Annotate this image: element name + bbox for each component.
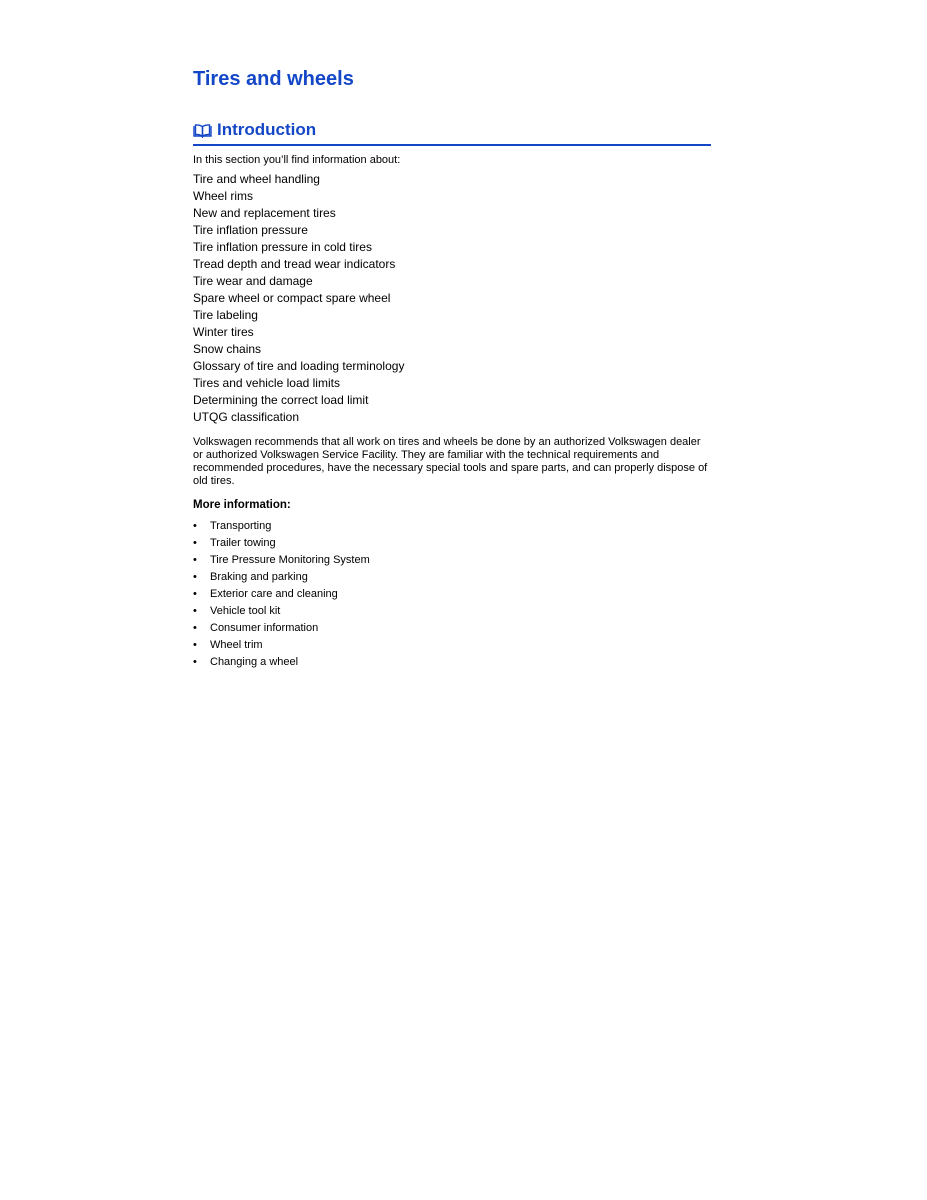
topic-item: Tires and vehicle load limits [193, 376, 340, 390]
bullet-icon: • [193, 520, 197, 532]
topic-item: Glossary of tire and loading terminology [193, 359, 405, 373]
page-title: Tires and wheels [193, 68, 354, 90]
more-info-item [193, 586, 370, 603]
topic-item: Tread depth and tread wear indicators [193, 257, 396, 271]
bullet-icon: • [193, 571, 197, 583]
book-icon [193, 124, 212, 138]
more-info-link[interactable]: Consumer information [210, 622, 319, 634]
more-info-item [193, 637, 370, 654]
more-info-item [193, 569, 370, 586]
bullet-icon: • [193, 537, 197, 549]
bullet-icon: • [193, 605, 197, 617]
bullet-icon: • [193, 554, 197, 566]
more-info-link[interactable]: Wheel trim [210, 639, 263, 651]
more-info-link[interactable]: Changing a wheel [210, 656, 299, 668]
topic-item: Snow chains [193, 342, 262, 356]
more-info-item [193, 654, 370, 671]
topic-item: Winter tires [193, 325, 254, 339]
more-info-link[interactable]: Tire Pressure Monitoring System [210, 554, 370, 566]
more-info-link[interactable]: Exterior care and cleaning [210, 588, 338, 600]
bullet-icon: • [193, 588, 197, 600]
topic-item: Tire inflation pressure in cold tires [193, 240, 372, 254]
more-info-item [193, 552, 370, 569]
more-info-heading: More information: [193, 499, 291, 511]
more-info-link[interactable]: Trailer towing [210, 537, 276, 549]
bullet-icon: • [193, 656, 197, 668]
more-info-list [193, 518, 370, 671]
topic-list [193, 171, 404, 426]
topic-item: Tire inflation pressure [193, 223, 308, 237]
more-info-item [193, 620, 370, 637]
topic-item: Wheel rims [193, 189, 254, 203]
topic-item: Tire labeling [193, 308, 258, 322]
topic-item: Tire and wheel handling [193, 172, 320, 186]
more-info-item [193, 518, 370, 535]
bullet-icon: • [193, 639, 197, 651]
more-info-item [193, 535, 370, 552]
section-header [193, 120, 711, 146]
intro-text: In this section you’ll find information about: [193, 154, 401, 166]
topic-item: Determining the correct load limit [193, 393, 369, 407]
topic-item: New and replacement tires [193, 206, 336, 220]
bullet-icon: • [193, 622, 197, 634]
section-title: Introduction [217, 120, 317, 139]
more-info-link[interactable]: Braking and parking [210, 571, 308, 583]
more-info-link[interactable]: Transporting [210, 520, 272, 532]
recommendation-paragraph: Volkswagen recommends that all work on tires and wheels be done by an authorized Volkswagen dealer or authorized Volkswagen Service Facility. They are familiar with the technical requirements and recommended procedures, have the necessary special tools and spare parts, and can properly dispose of old tires. [193, 436, 708, 487]
topic-item: Tire wear and damage [193, 274, 313, 288]
more-info-item [193, 603, 370, 620]
topic-item: UTQG classification [193, 410, 300, 424]
more-info-link[interactable]: Vehicle tool kit [210, 605, 281, 617]
topic-item: Spare wheel or compact spare wheel [193, 291, 391, 305]
